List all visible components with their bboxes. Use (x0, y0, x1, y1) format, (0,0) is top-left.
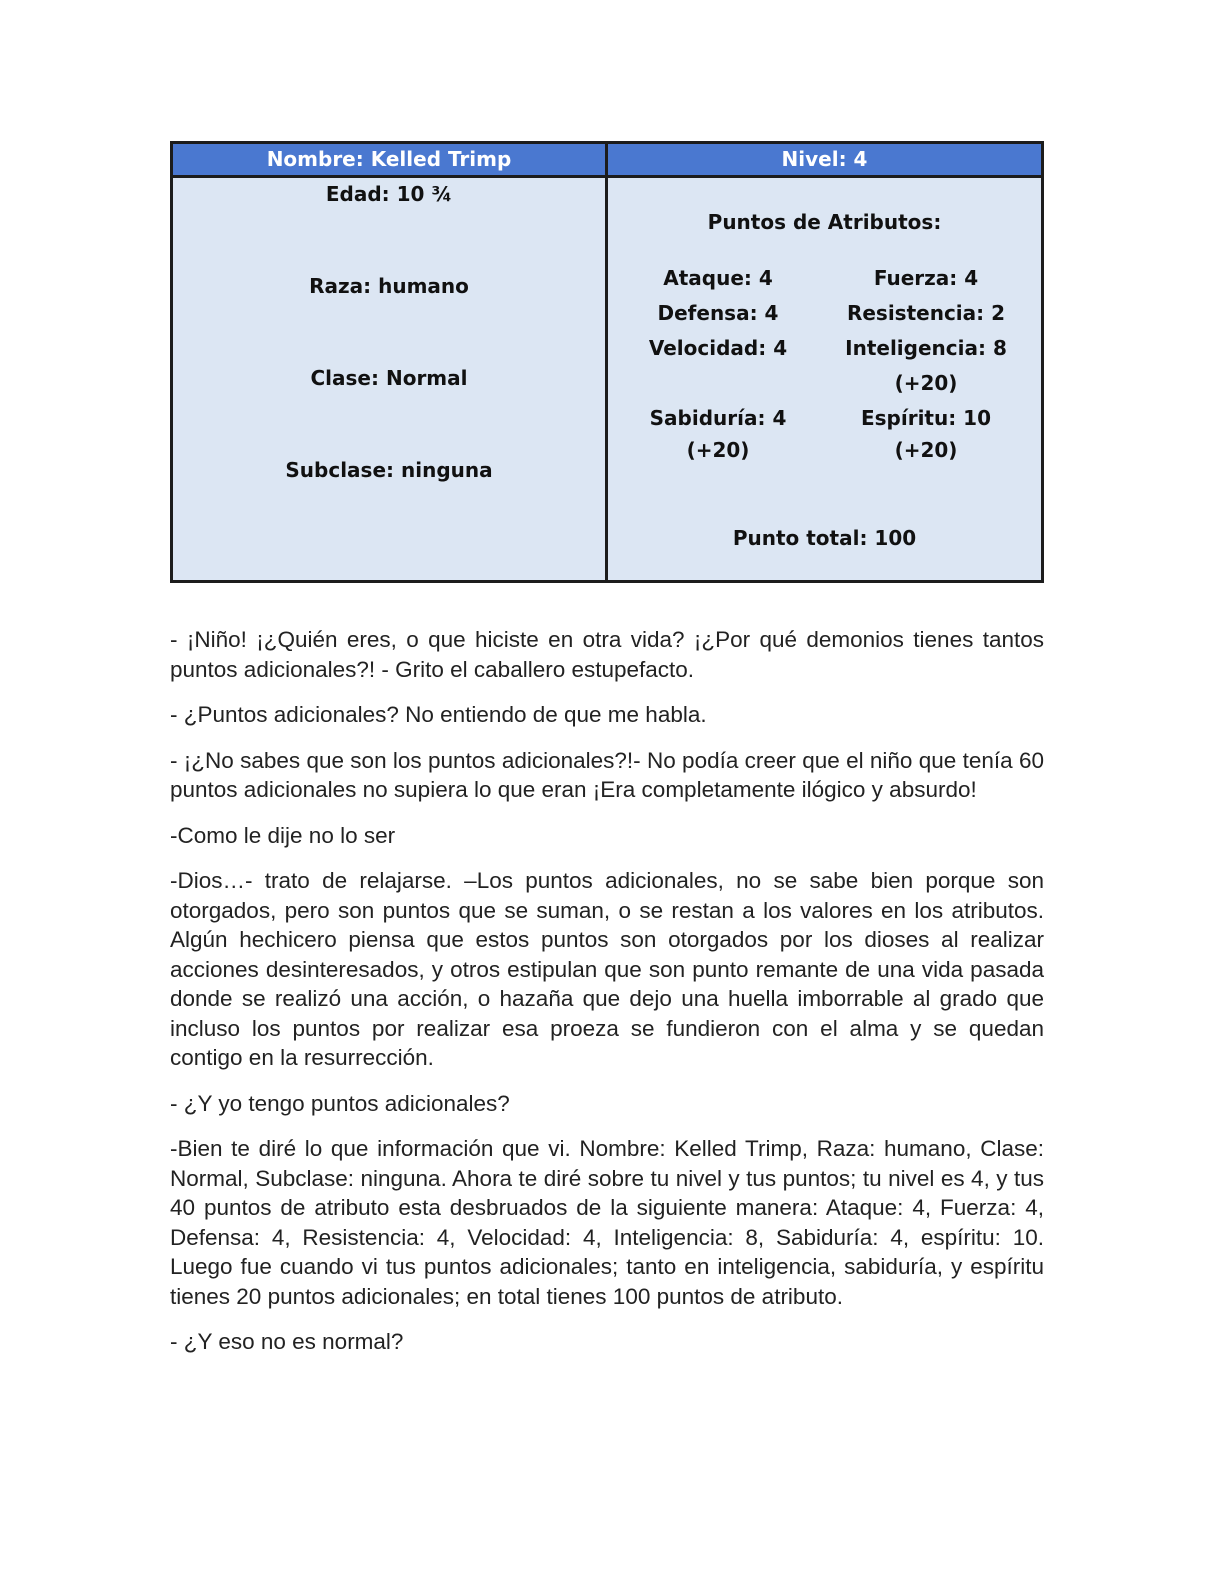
paragraph: - ¿Y eso no es normal? (170, 1329, 404, 1354)
paragraph: -Bien te diré lo que información que vi. Nombre: Kelled Trimp, Raza: humano, Clase: Normal, Subclase: ninguna. Ahora te diré sobre tu nivel y tus puntos; tu nivel es 4, y tus 40 puntos de atributo esta desbruados de la siguiente manera: Ataque: 4, Fuerza: 4, Defensa: 4, Resistencia: 4, Velocidad: 4, Inteligencia: 8, Sabiduría: 4, espíritu: 10. Luego fue cuando vi tus puntos adicionales; tanto en inteligencia, sabiduría, y espíritu tienes 20 puntos adicionales; en total tienes 100 puntos de atributo. (170, 1136, 1044, 1309)
attr-sabiduria-bonus: (+20) (686, 438, 750, 462)
character-name: Nombre: Kelled Trimp (266, 147, 512, 171)
attribute-total: Punto total: 100 (732, 526, 917, 550)
attributes-cell (607, 177, 1043, 582)
level-header-cell (607, 143, 1043, 177)
narrative-text (170, 625, 1044, 1373)
attr-defensa: Defensa: 4 (657, 301, 779, 325)
attr-espiritu-bonus: (+20) (894, 438, 958, 462)
paragraph: -Dios…- trato de relajarse. –Los puntos adicionales, no se sabe bien porque son otorgados, pero son puntos que se suman, o se restan a los valores en los atributos. Algún hechicero piensa que estos puntos son otorgados por los dioses al realizar acciones desinteresados, y otros estipulan que son punto remante de una vida pasada donde se realizó una acción, o hazaña que dejo una huella imborrable al grado que incluso los puntos por realizar esa proeza se fundieron con el alma y se quedan contigo en la resurrección. (170, 868, 1044, 1070)
character-class: Clase: Normal (310, 366, 468, 390)
attr-sabiduria: Sabiduría: 4 (649, 406, 787, 430)
paragraph: - ¿Puntos adicionales? No entiendo de que me habla. (170, 702, 707, 727)
attr-fuerza: Fuerza: 4 (873, 266, 979, 290)
attr-resistencia: Resistencia: 2 (846, 301, 1006, 325)
name-header-cell (172, 143, 607, 177)
attr-ataque: Ataque: 4 (663, 266, 773, 290)
attr-espiritu: Espíritu: 10 (860, 406, 992, 430)
attr-inteligencia-bonus: (+20) (894, 371, 958, 395)
paragraph: - ¿Y yo tengo puntos adicionales? (170, 1090, 510, 1116)
character-level: Nivel: 4 (781, 147, 868, 171)
document-page (170, 141, 1044, 1354)
character-sheet-table (170, 141, 1044, 583)
character-subclass: Subclase: ninguna (285, 458, 493, 482)
character-race: Raza: humano (309, 274, 469, 298)
attr-inteligencia: Inteligencia: 8 (845, 336, 1007, 360)
character-age: Edad: 10 ¾ (325, 182, 453, 206)
attribute-points-title: Puntos de Atributos: (707, 210, 942, 234)
paragraph: - ¡¿No sabes que son los puntos adicionales?!- No podía creer que el niño que tenía 60 puntos adicionales no supiera lo que eran ¡Era completamente ilógico y absurdo! (170, 747, 1044, 802)
paragraph: - ¡Niño! ¡¿Quién eres, o que hiciste en otra vida? ¡¿Por qué demonios tienes tantos puntos adicionales?! - Grito el caballero estupefacto. (170, 627, 1044, 682)
identity-cell (172, 177, 607, 582)
attr-velocidad: Velocidad: 4 (648, 336, 788, 360)
paragraph: -Como le dije no lo ser (170, 822, 396, 848)
